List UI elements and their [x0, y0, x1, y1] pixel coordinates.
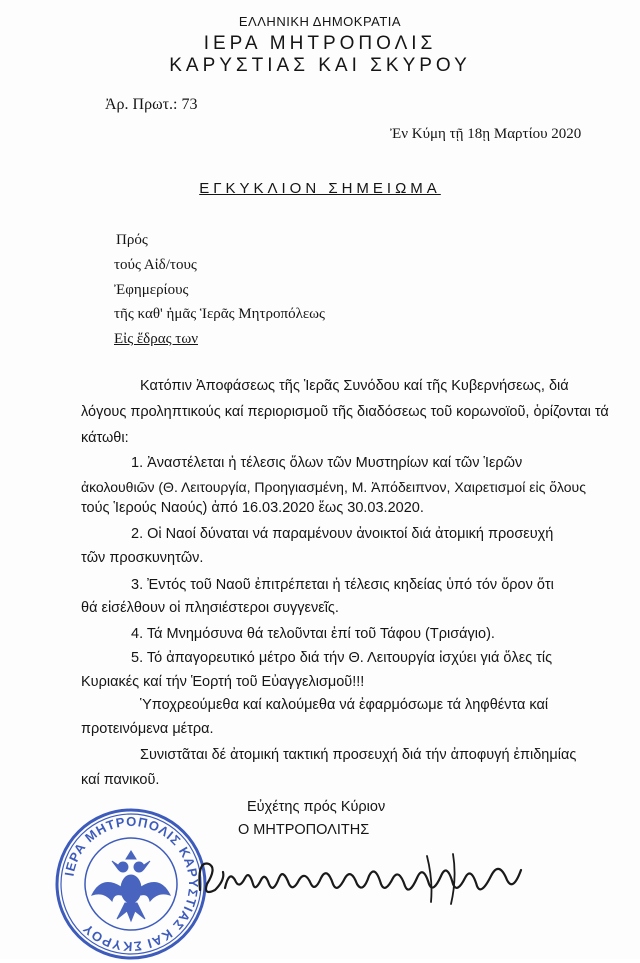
header-metropolis: ΙΕΡΑ ΜΗΤΡΟΠΟΛΙΣ — [203, 33, 437, 54]
item-5-line-1: 5. Τό ἀπαγορευτικό μέτρο διά τήν Θ. Λειτουργία ἰσχύει γιά ὅλες τίς — [131, 650, 553, 666]
item-3-line-2: θά εἰσέλθουν οἱ πλησιέστεροι συγγενεῖς. — [81, 600, 339, 616]
intro-line-3: κάτωθι: — [81, 430, 129, 446]
document-title: ΕΓΚΥΚΛΙΟΝ ΣΗΜΕΙΩΜΑ — [199, 180, 441, 197]
item-3-line-1: 3. Ἐντός τοῦ Ναοῦ ἐπιτρέπεται ἡ τέλεσις κηδείας ὑπό τόν ὅρον ὅτι — [131, 577, 554, 593]
closing-line-1: Ὑποχρεούμεθα καί καλούμεθα νά ἐφαρμόσωμε τά ληφθέντα καί — [140, 697, 549, 713]
header-diocese: ΚΑΡΥΣΤΙΑΣ ΚΑΙ ΣΚΥΡΟΥ — [169, 55, 471, 76]
item-4: 4. Τά Μνημόσυνα θά τελοῦνται ἐπί τοῦ Τάφου (Τρισάγιο). — [131, 626, 495, 642]
item-1-line-2: ἀκολουθιῶν (Θ. Λειτουργία, Προηγιασμένη, Μ. Ἀπόδειπνον, Χαιρετισμοί εἰς ὅλους — [81, 479, 586, 495]
recipient-to: Πρός — [116, 232, 148, 248]
item-1-line-3: τούς Ἱερούς Ναούς) ἀπό 16.03.2020 ἕως 30.03.2020. — [81, 500, 424, 516]
recipient-priests: Ἐφημερίους — [114, 282, 189, 298]
intro-line-1: Κατόπιν Ἀποφάσεως τῆς Ἱερᾶς Συνόδου καί τῆς Κυβερνήσεως, διά — [140, 378, 569, 394]
handwritten-signature — [195, 850, 525, 910]
svg-text:ΙΕΡΑ ΜΗΤΡΟΠΟΛΙΣ ΚΑΡΥΣΤΙΑΣ ΚΑΙ: ΙΕΡΑ ΜΗΤΡΟΠΟΛΙΣ ΚΑΡΥΣΤΙΑΣ ΚΑΙ ΣΚΥΡΟΥ — [61, 813, 202, 955]
item-1-line-1: 1. Ἀναστέλεται ἡ τέλεσις ὅλων τῶν Μυστηρίων καί τῶν Ἱερῶν — [131, 455, 523, 471]
official-seal-stamp — [52, 805, 210, 963]
closing-line-2: προτεινόμενα μέτρα. — [81, 721, 214, 737]
metropolitan-title: Ο ΜΗΤΡΟΠΟΛΙΤΗΣ — [238, 822, 370, 838]
intro-line-2: λόγους προληπτικούς καί περιορισμοῦ τῆς διαδόσεως τοῦ κορωνοϊοῦ, ὁρίζονται τά — [81, 404, 609, 420]
header-country: ΕΛΛΗΝΙΚΗ ΔΗΜΟΚΡΑΤΙΑ — [238, 14, 402, 29]
protocol-number: Ἀρ. Πρωτ.: 73 — [105, 96, 198, 113]
item-2-line-1: 2. Οἱ Ναοί δύναται νά παραμένουν ἀνοικτοί διά ἀτομική προσευχή — [131, 526, 554, 542]
item-5-line-2: Κυριακές καί τήν Ἑορτή τοῦ Εὐαγγελισμοῦ!!! — [81, 674, 365, 690]
closing-line-3: Συνιστᾶται δέ ἀτομική τακτική προσευχή διά τήν ἀποφυγή ἐπιδημίας — [140, 747, 577, 763]
document-date: Ἐν Κύμη τῇ 18ῃ Μαρτίου 2020 — [390, 126, 582, 142]
recipient-metropolis: τῆς καθ' ἡμᾶς Ἱερᾶς Μητροπόλεως — [114, 306, 325, 322]
item-2-line-2: τῶν προσκυνητῶν. — [81, 550, 204, 566]
recipient-reverends: τούς Αἰδ/τους — [114, 257, 197, 273]
closing-salutation: Εὐχέτης πρός Κύριον — [247, 799, 386, 815]
closing-line-4: καί πανικοῦ. — [81, 772, 160, 788]
recipient-seats: Εἰς ἕδρας των — [114, 331, 198, 347]
